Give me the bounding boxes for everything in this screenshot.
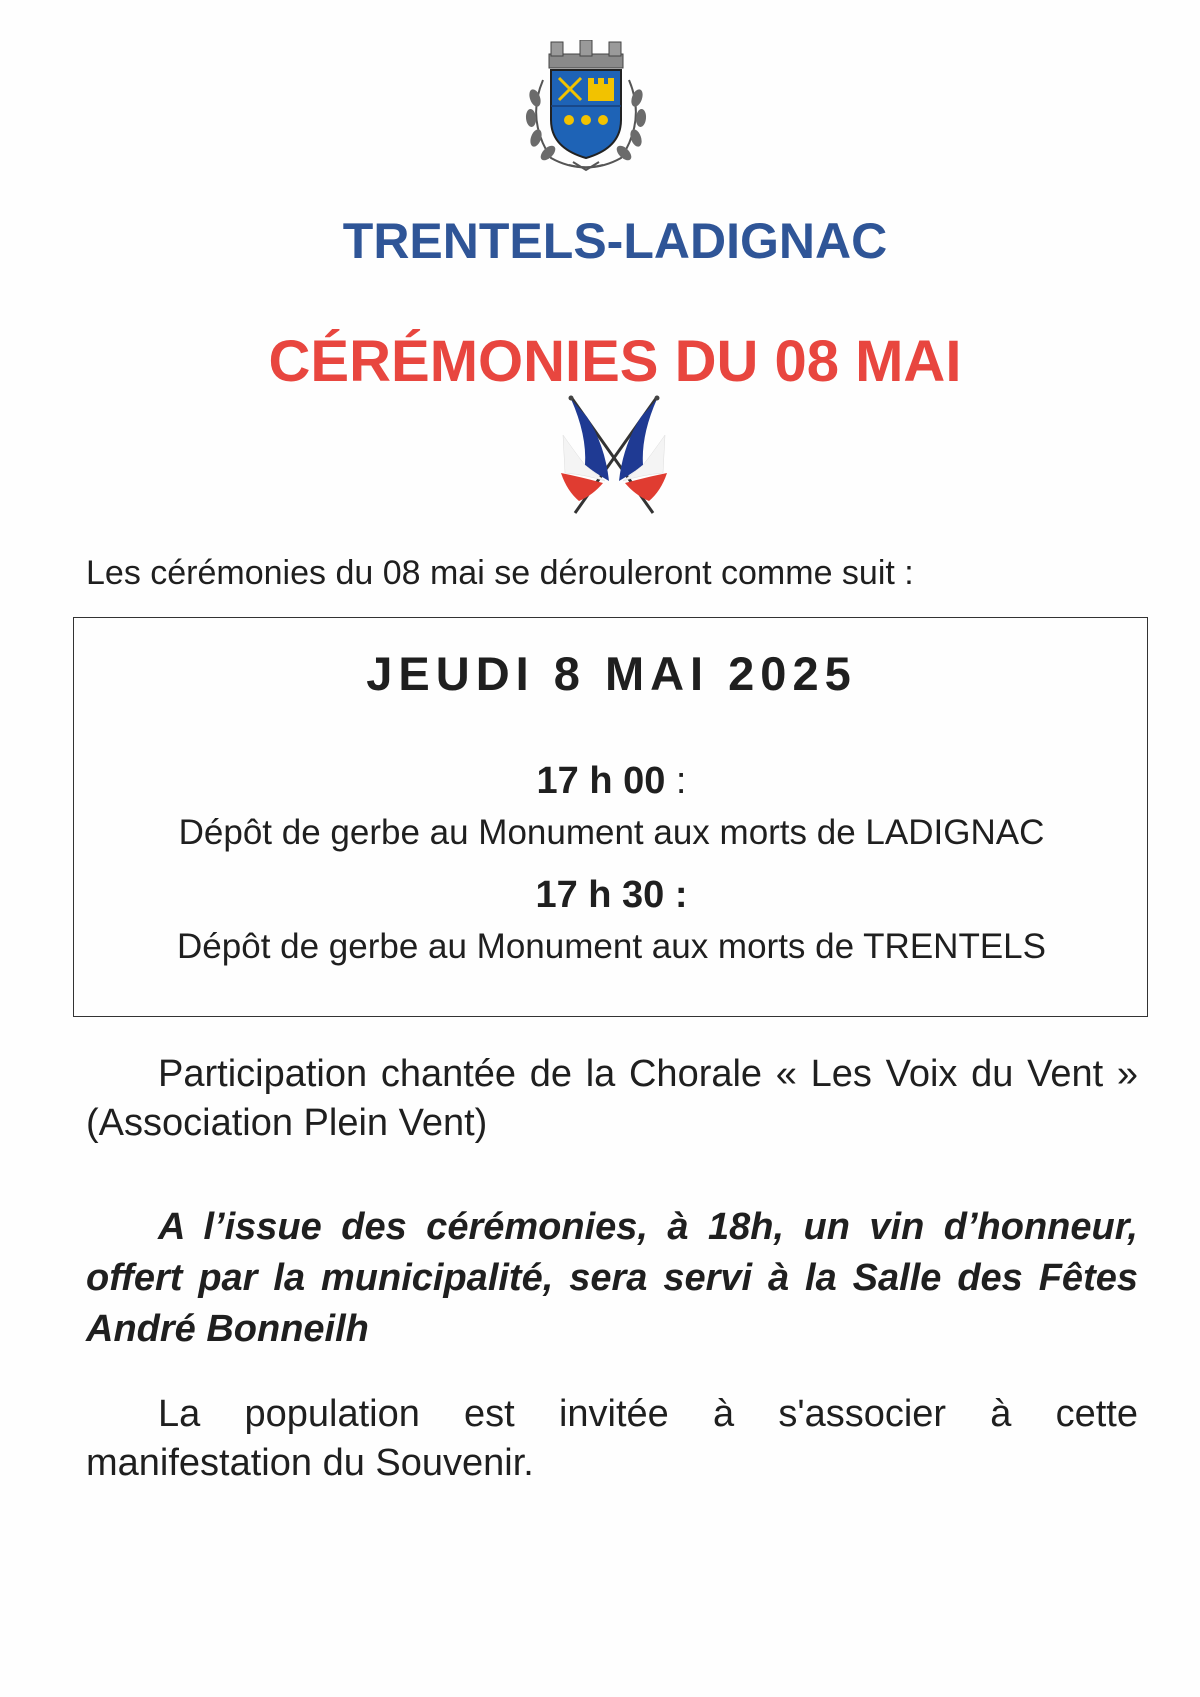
event-title: CÉRÉMONIES DU 08 MAI xyxy=(268,329,962,394)
intro-text: Les cérémonies du 08 mai se dérouleront comme suit : xyxy=(86,554,914,592)
schedule-time: 17 h 30 : xyxy=(535,874,688,916)
schedule-description: Dépôt de gerbe au Monument aux morts de LADIGNAC xyxy=(178,813,1045,852)
coat-of-arms-icon xyxy=(521,40,651,175)
crossed-french-flags-icon xyxy=(557,395,671,515)
town-name: TRENTELS-LADIGNAC xyxy=(342,213,888,269)
schedule-box xyxy=(73,617,1148,1017)
ceremony-date: JEUDI 8 MAI 2025 xyxy=(366,647,857,700)
invitation-paragraph: La population est invitée à s'associer à cette manifestation du Souvenir. xyxy=(86,1393,1138,1484)
reception-paragraph: A l’issue des cérémonies, à 18h, un vin d’honneur, offert par la municipalité, sera servi à la Salle des Fêtes André Bonneilh xyxy=(86,1206,1138,1350)
choir-paragraph: Participation chantée de la Chorale « Les Voix du Vent » (Association Plein Vent) xyxy=(86,1053,1138,1144)
schedule-description: Dépôt de gerbe au Monument aux morts de TRENTELS xyxy=(177,927,1046,966)
schedule-time: 17 h 00 : xyxy=(536,760,687,802)
